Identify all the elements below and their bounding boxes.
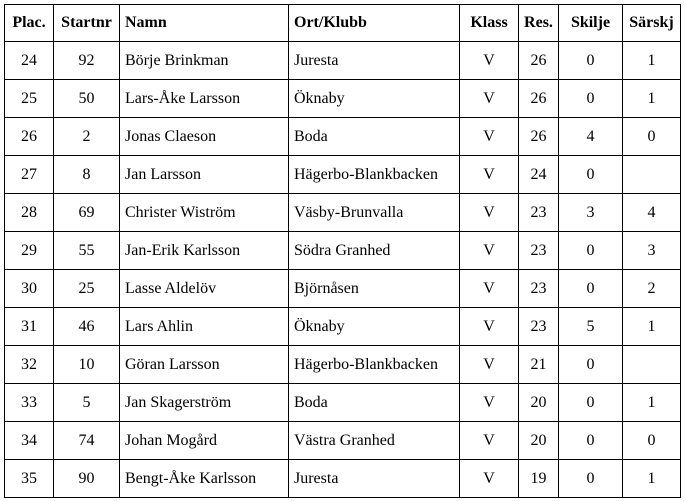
cell-plac: 33 — [5, 384, 54, 422]
cell-plac: 26 — [5, 118, 54, 156]
table-row — [5, 42, 681, 80]
cell-res: 24 — [519, 156, 559, 194]
cell-plac: 29 — [5, 232, 54, 270]
table-row — [5, 422, 681, 460]
cell-startnr: 5 — [54, 384, 120, 422]
table-row — [5, 346, 681, 384]
cell-klass: V — [460, 384, 519, 422]
cell-klass: V — [460, 118, 519, 156]
header-skilje: Skilje — [559, 5, 623, 42]
cell-res: 23 — [519, 232, 559, 270]
table-row — [5, 270, 681, 308]
cell-namn: Jonas Claeson — [120, 118, 289, 156]
table-row — [5, 156, 681, 194]
cell-klass: V — [460, 270, 519, 308]
cell-plac: 32 — [5, 346, 54, 384]
header-ort: Ort/Klubb — [289, 5, 460, 42]
cell-startnr: 92 — [54, 42, 120, 80]
cell-startnr: 50 — [54, 80, 120, 118]
table-row — [5, 308, 681, 346]
cell-startnr: 90 — [54, 460, 120, 498]
table-row — [5, 384, 681, 422]
cell-res: 23 — [519, 270, 559, 308]
cell-res: 26 — [519, 80, 559, 118]
cell-skilje: 0 — [559, 346, 623, 384]
cell-sarskj: 1 — [623, 384, 681, 422]
cell-res: 23 — [519, 194, 559, 232]
header-startnr: Startnr — [54, 5, 120, 42]
cell-startnr: 2 — [54, 118, 120, 156]
cell-ort: Hägerbo-Blankbacken — [289, 346, 460, 384]
cell-skilje: 0 — [559, 80, 623, 118]
cell-plac: 28 — [5, 194, 54, 232]
cell-ort: Väsby-Brunvalla — [289, 194, 460, 232]
header-row — [5, 5, 681, 42]
header-res: Res. — [519, 5, 559, 42]
cell-ort: Öknaby — [289, 80, 460, 118]
cell-namn: Christer Wiström — [120, 194, 289, 232]
cell-namn: Börje Brinkman — [120, 42, 289, 80]
cell-sarskj: 1 — [623, 460, 681, 498]
cell-startnr: 8 — [54, 156, 120, 194]
cell-klass: V — [460, 460, 519, 498]
cell-startnr: 10 — [54, 346, 120, 384]
cell-skilje: 0 — [559, 460, 623, 498]
cell-plac: 25 — [5, 80, 54, 118]
cell-ort: Södra Granhed — [289, 232, 460, 270]
cell-skilje: 3 — [559, 194, 623, 232]
table-row — [5, 460, 681, 498]
cell-namn: Jan Larsson — [120, 156, 289, 194]
cell-startnr: 69 — [54, 194, 120, 232]
cell-klass: V — [460, 422, 519, 460]
cell-klass: V — [460, 80, 519, 118]
cell-plac: 24 — [5, 42, 54, 80]
cell-ort: Björnåsen — [289, 270, 460, 308]
cell-namn: Jan Skagerström — [120, 384, 289, 422]
cell-skilje: 0 — [559, 384, 623, 422]
cell-skilje: 5 — [559, 308, 623, 346]
cell-skilje: 4 — [559, 118, 623, 156]
cell-skilje: 0 — [559, 270, 623, 308]
cell-sarskj: 0 — [623, 422, 681, 460]
cell-sarskj: 2 — [623, 270, 681, 308]
cell-namn: Bengt-Åke Karlsson — [120, 460, 289, 498]
header-plac: Plac. — [5, 5, 54, 42]
cell-ort: Öknaby — [289, 308, 460, 346]
cell-namn: Lasse Aldelöv — [120, 270, 289, 308]
cell-namn: Johan Mogård — [120, 422, 289, 460]
cell-res: 26 — [519, 118, 559, 156]
cell-startnr: 25 — [54, 270, 120, 308]
cell-ort: Västra Granhed — [289, 422, 460, 460]
cell-klass: V — [460, 42, 519, 80]
cell-sarskj — [623, 156, 681, 194]
cell-res: 19 — [519, 460, 559, 498]
table-row — [5, 194, 681, 232]
cell-res: 21 — [519, 346, 559, 384]
cell-namn: Göran Larsson — [120, 346, 289, 384]
cell-startnr: 74 — [54, 422, 120, 460]
cell-res: 26 — [519, 42, 559, 80]
cell-ort: Juresta — [289, 460, 460, 498]
table-row — [5, 232, 681, 270]
cell-sarskj: 1 — [623, 80, 681, 118]
header-klass: Klass — [460, 5, 519, 42]
cell-sarskj: 1 — [623, 42, 681, 80]
cell-plac: 34 — [5, 422, 54, 460]
cell-klass: V — [460, 156, 519, 194]
cell-res: 23 — [519, 308, 559, 346]
cell-klass: V — [460, 194, 519, 232]
table-row — [5, 80, 681, 118]
cell-plac: 30 — [5, 270, 54, 308]
cell-startnr: 46 — [54, 308, 120, 346]
cell-klass: V — [460, 232, 519, 270]
cell-ort: Boda — [289, 384, 460, 422]
cell-namn: Jan-Erik Karlsson — [120, 232, 289, 270]
cell-skilje: 0 — [559, 232, 623, 270]
cell-skilje: 0 — [559, 422, 623, 460]
cell-plac: 35 — [5, 460, 54, 498]
cell-sarskj: 4 — [623, 194, 681, 232]
cell-skilje: 0 — [559, 156, 623, 194]
cell-res: 20 — [519, 422, 559, 460]
results-table — [4, 4, 681, 498]
cell-sarskj: 1 — [623, 308, 681, 346]
cell-namn: Lars Ahlin — [120, 308, 289, 346]
cell-namn: Lars-Åke Larsson — [120, 80, 289, 118]
cell-plac: 27 — [5, 156, 54, 194]
table-row — [5, 118, 681, 156]
cell-sarskj: 0 — [623, 118, 681, 156]
cell-klass: V — [460, 346, 519, 384]
cell-plac: 31 — [5, 308, 54, 346]
header-namn: Namn — [120, 5, 289, 42]
cell-klass: V — [460, 308, 519, 346]
cell-ort: Juresta — [289, 42, 460, 80]
cell-sarskj: 3 — [623, 232, 681, 270]
header-sarskj: Särskj — [623, 5, 681, 42]
cell-skilje: 0 — [559, 42, 623, 80]
cell-res: 20 — [519, 384, 559, 422]
cell-sarskj — [623, 346, 681, 384]
cell-ort: Boda — [289, 118, 460, 156]
cell-startnr: 55 — [54, 232, 120, 270]
cell-ort: Hägerbo-Blankbacken — [289, 156, 460, 194]
